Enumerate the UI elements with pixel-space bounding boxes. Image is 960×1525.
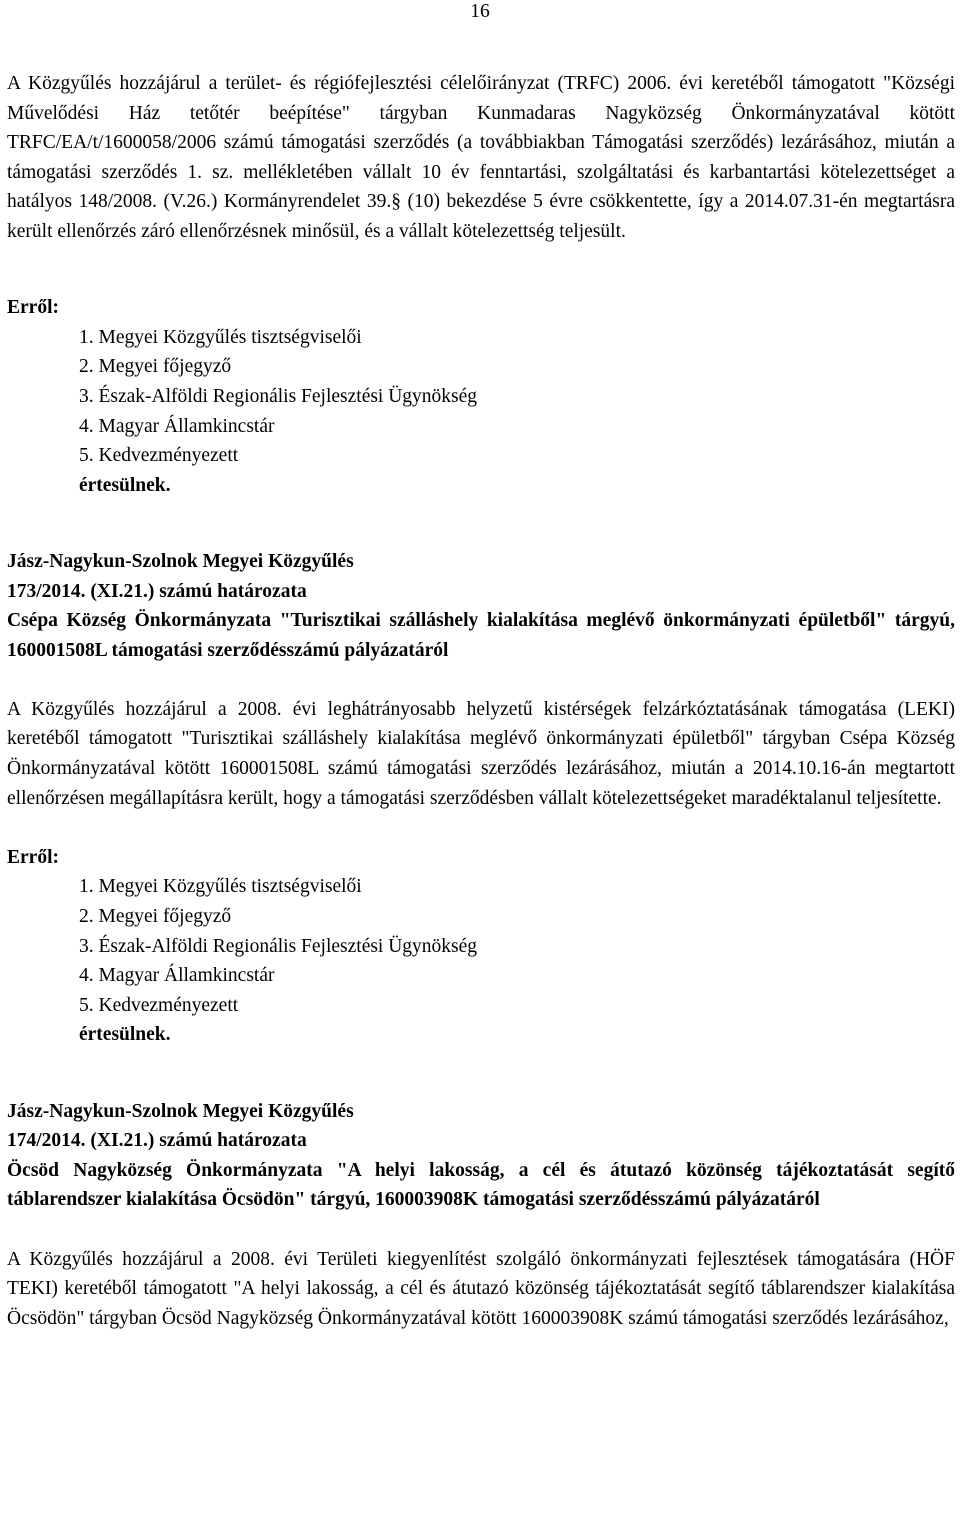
section3-title: Öcsöd Nagyközség Önkormányzata "A helyi lakosság, a cél és átutazó közönség tájékoztatását segítő táblarendszer kialakítása Öcsödön" tárgyú, 160003908K támogatási szerződésszámú pályázatáról (7, 1159, 955, 1211)
list-item: 1. Megyei Közgyűlés tisztségviselői (79, 326, 362, 348)
list-item: 1. Megyei Közgyűlés tisztségviselői (79, 876, 362, 898)
section2-title: Csépa Község Önkormányzata "Turisztikai szálláshely kialakítása meglévő önkormányzati épületből" tárgyú, 160001508L támogatási szerződésszámú pályázatáról (7, 610, 955, 661)
section2-recipient-list (7, 872, 955, 1020)
document-body (7, 69, 955, 1333)
list-item: 4. Magyar Államkincstár (79, 415, 275, 437)
section1-notify: értesülnek. (79, 474, 171, 496)
section2-notify: értesülnek. (79, 1024, 171, 1046)
section3-resolution-number: 174/2014. (XI.21.) számú határozata (7, 1130, 307, 1152)
section1-errol-label: Erről: (7, 297, 59, 319)
list-item: 2. Megyei főjegyző (79, 356, 232, 378)
section2-resolution-number: 173/2014. (XI.21.) számú határozata (7, 580, 307, 602)
page-number: 16 (470, 1, 490, 22)
section3-body-name: Jász-Nagykun-Szolnok Megyei Közgyűlés (7, 1100, 354, 1122)
list-item: 3. Észak-Alföldi Regionális Fejlesztési Ügynökség (79, 385, 478, 407)
list-item: 5. Kedvezményezett (79, 445, 239, 467)
list-item: 4. Magyar Államkincstár (79, 965, 275, 987)
section1-recipient-list (7, 323, 955, 471)
list-item: 3. Észak-Alföldi Regionális Fejlesztési Ügynökség (79, 935, 478, 957)
section2-body-name: Jász-Nagykun-Szolnok Megyei Közgyűlés (7, 550, 354, 572)
section1-paragraph: A Közgyűlés hozzájárul a terület- és régiófejlesztési célelőirányzat (TRFC) 2006. évi keretéből támogatott "Községi Művelődési Ház tetőtér beépítése" tárgyban Kunmadaras Nagyközség Önkormányzatával kötött TRFC/EA/t/1600058/2006 számú támogatási szerződés (a továbbiakban Támogatási szerződés) lezárásához, miután a támogatási szerződés 1. sz. mellékletében vállalt 10 év fenntartási, szolgáltatási és karbantartási kötelezettséget a hatályos 148/2008. (V.26.) Kormányrendelet 39.§ (10) bekezdése 5 évre csökkentette, így a 2014.07.31-én megtartásra került ellenőrzés záró ellenőrzésnek minősül, és a vállalt kötelezettség teljesült. (7, 73, 955, 242)
section3-paragraph: A Közgyűlés hozzájárul a 2008. évi Területi kiegyenlítést szolgáló önkormányzati fejlesztések támogatására (HÖF TEKI) keretéből támogatott "A helyi lakosság, a cél és átutazó közönség tájékoztatását segítő táblarendszer kialakítása Öcsödön" tárgyban Öcsöd Nagyközség Önkormányzatával kötött 160003908K számú támogatási szerződés lezárásához, (7, 1248, 955, 1329)
list-item: 2. Megyei főjegyző (79, 906, 232, 928)
list-item: 5. Kedvezményezett (79, 994, 239, 1016)
section2-errol-label: Erről: (7, 846, 59, 868)
section2-paragraph: A Közgyűlés hozzájárul a 2008. évi leghátrányosabb helyzetű kistérségek felzárkóztatásának támogatása (LEKI) keretéből támogatott "Turisztikai szálláshely kialakítása meglévő önkormányzati épületből" tárgyban Csépa Község Önkormányzatával kötött 160001508L számú támogatási szerződés lezárásához, miután a 2014.10.16-án megtartott ellenőrzésen megállapításra került, hogy a támogatási szerződésben vállalt kötelezettségeket maradéktalanul teljesítette. (7, 698, 955, 809)
